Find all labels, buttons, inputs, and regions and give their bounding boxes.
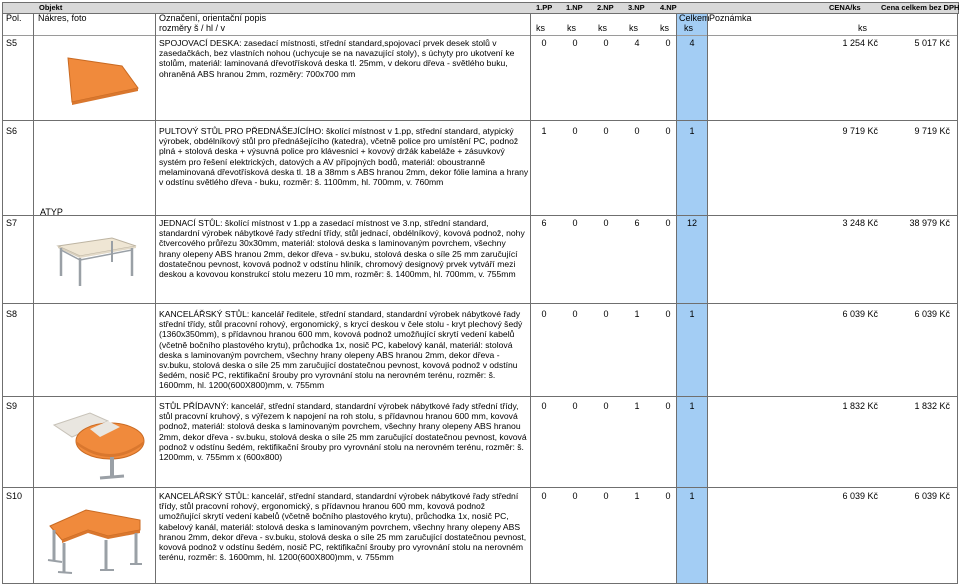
qty-4np: 0 xyxy=(665,309,671,319)
qty-2np: 0 xyxy=(603,401,609,411)
qty-4np: 0 xyxy=(665,38,671,48)
qty-4np: 0 xyxy=(665,126,671,136)
total-price: 5 017 Kč xyxy=(914,38,950,48)
qty-1pp: 0 xyxy=(541,38,547,48)
header-row xyxy=(2,2,959,14)
item-description: KANCELÁŘSKÝ STŮL: kancelář ředitele, střední standard, standardní výrobek nábytkové řady střední třídy, stůl pracovní rohový, ergonomický, s krycí deskou v čele stolu - kryt plechový šedý (1360x350mm), s přídavnou hranou 600 mm, kovová podnož umožňující skrytí vedení kabelů (včetně bočního plastového krytu), průchodka 1x, nosič PC, kabelový kanál, materiál: stolová deska s laminovaným povrchem, všechny hrany olepeny ABS hranou 2mm, dekor dřeva - sv.buku, stolová deska o síle 25 mm zaručující dostatečnou pevnost, kovová podnož v odstínu šedém, nosič PC, rektifikační šrouby pro vyrovnání stolu na nerovném terénu, rozměr: š. 1600mm, hl. 1200(600X800)mm, v. 755mm xyxy=(159,309,523,391)
row-divider xyxy=(2,303,957,304)
subheader-poznamka: Poznámka xyxy=(709,13,752,23)
qty-1np: 0 xyxy=(572,38,578,48)
qty-1pp: 6 xyxy=(541,218,547,228)
qty-3np: 1 xyxy=(634,491,640,501)
qty-4np: 0 xyxy=(665,218,671,228)
subheader-unit-6: ks xyxy=(684,23,693,33)
item-description: SPOJOVACÍ DESKA: zasedací místnosti, střední standard,spojovací prvek desek stolů v zasedačkách, bez vlastních nohou (uchycuje se na navazující stoly), s úchyty pro ukotvení ke stolům, materiál: laminovaná dřevotřísková deska tl. 25mm, v dekoru dřeva - světlého buku, ohraněná ABS hranou 2mm, rozměry: 700x700 mm xyxy=(159,38,515,79)
corner-office-desk-image xyxy=(42,500,147,578)
total-price: 38 979 Kč xyxy=(909,218,950,228)
qty-2np: 0 xyxy=(603,38,609,48)
qty-1np: 0 xyxy=(572,126,578,136)
unit-price: 1 254 Kč xyxy=(842,38,878,48)
qty-2np: 0 xyxy=(603,126,609,136)
qty-1np: 0 xyxy=(572,491,578,501)
item-description: STŮL PŘÍDAVNÝ: kancelář, střední standard, standardní výrobek nábytkové řady střední třídy, stůl pracovní kruhový, s výřezem k napojení na roh stolu, s přídavnou hranou 600 mm, kovová podnož, materiál: stolová deska s laminovaným povrchem, všechny hrany olepeny ABS hranou 2mm, dekor dřeva - sv.buku, stolová deska o síle 25 mm zaručující dostatečnou pevnost, kovová podnož v odstínu šedém, rektifikační šrouby pro vyrovnání stolu na nerovném terénu, rozměr: š. 1200mm, v. 755mm x (600x800) xyxy=(159,401,527,463)
qty-total: 12 xyxy=(686,218,697,228)
item-description: JEDNACÍ STŮL: školící místnost v 1.pp a zasedací místnost ve 3.np, střední standard, standardní výrobek nábytkové řady střední třídy, stůl jednací, obdélníkový, kovová podnož, nohy čtvercového průřezu 30x30mm, materiál: stolová deska s laminovaným povrchem, všechny hrany olepeny ABS hranou 2mm, dekor dřeva - sv.buku, stolová deska o síle 25 mm zaručující dostatečnou pevnost, kovová podnož v odstínu hliník, chromový designový prvek vytváří mezi deskou a kovovou konstrukcí stolu mezeru 10 mm, rozměr: š. 1400mm, hl. 700mm, v. 755mm xyxy=(159,218,525,280)
meeting-table-image xyxy=(52,232,140,290)
subheader-pol: Pol. xyxy=(6,13,22,23)
qty-total: 1 xyxy=(689,491,695,501)
subheader-oznaceni: Označení, orientační popis xyxy=(159,13,267,23)
atyp-label: ATYP xyxy=(40,207,63,217)
item-code: S9 xyxy=(6,401,18,411)
unit-price: 3 248 Kč xyxy=(842,218,878,228)
grid-line xyxy=(2,13,3,584)
item-code: S8 xyxy=(6,309,18,319)
header-cena-celkem: Cena celkem bez DPH xyxy=(881,3,959,12)
grid-line xyxy=(33,13,34,584)
round-add-table-image xyxy=(50,407,148,482)
total-price: 9 719 Kč xyxy=(914,126,950,136)
unit-price: 6 039 Kč xyxy=(842,309,878,319)
header-objekt: Objekt xyxy=(39,3,63,12)
subheader-divider xyxy=(2,35,957,36)
header-floor-2np: 2.NP xyxy=(597,3,614,12)
qty-1pp: 1 xyxy=(541,126,547,136)
qty-4np: 0 xyxy=(665,491,671,501)
subheader-rozmery: rozměry š / hl / v xyxy=(159,23,226,33)
unit-price: 9 719 Kč xyxy=(842,126,878,136)
grid-line xyxy=(707,13,708,584)
item-code: S6 xyxy=(6,126,18,136)
item-description: PULTOVÝ STŮL PRO PŘEDNÁŠEJÍCÍHO: školící místnost v 1.pp, střední standard, atypický výrobek, obdélníkový stůl pro přednášejícího (katedra), včetně police pro umístění PC, podnož plná + stolová deska + výsuvná police pro klávesnici + kovový držák kabeláže + zásuvkový systém pro řešení elektrických, datových a AV přípojných bodů, materiál: oboustranně melaminovaná dřevotřísková deska tl. 18 a 38mm s ABS hranou 2mm, dekor fólie lamina a hrany v odstínu světlého dřeva - buku, rozměr: š. 1100mm, hl. 700mm, v. 760mm xyxy=(159,126,529,188)
qty-total: 1 xyxy=(689,126,695,136)
item-description: KANCELÁŘSKÝ STŮL: kancelář, střední standard, standardní výrobek nábytkové řady střední třídy, stůl pracovní rohový, ergonomický, s přídavnou hranou 600 mm, kovová podnož umožňující skrytí vedení kabelů (včetně bočního plastového krytu), průchodka 1x, nosič PC, kabelový kanál, materiál: stolová deska s laminovaným povrchem, všechny hrany olepeny ABS hranou 2mm, dekor dřeva - sv.buku, stolová deska o síle 25 mm zaručující dostatečnou pevnost, kovová podnož v odstínu šedém, nosič PC, rektifikační šrouby pro vyrovnání stolu na nerovném terénu, rozměr: š. 1600mm, hl. 1200(600X800)mm, v. 755mm xyxy=(159,491,527,563)
header-floor-4np: 4.NP xyxy=(660,3,677,12)
subheader-unit-4: ks xyxy=(629,23,638,33)
grid-line xyxy=(530,13,531,584)
qty-3np: 6 xyxy=(634,218,640,228)
total-price: 1 832 Kč xyxy=(914,401,950,411)
qty-total: 1 xyxy=(689,401,695,411)
subheader-unit-1: ks xyxy=(536,23,545,33)
subheader-unit-3: ks xyxy=(598,23,607,33)
subheader-unit-2: ks xyxy=(567,23,576,33)
subheader-unit-5: ks xyxy=(660,23,669,33)
item-code: S5 xyxy=(6,38,18,48)
subheader-unit-7: ks xyxy=(858,23,867,33)
header-floor-1np: 1.NP xyxy=(566,3,583,12)
header-floor-1pp: 1.PP xyxy=(536,3,553,12)
header-cena-ks: CENA/ks xyxy=(829,3,861,12)
qty-3np: 1 xyxy=(634,401,640,411)
qty-1pp: 0 xyxy=(541,401,547,411)
unit-price: 1 832 Kč xyxy=(842,401,878,411)
qty-total: 1 xyxy=(689,309,695,319)
qty-2np: 0 xyxy=(603,218,609,228)
header-floor-3np: 3.NP xyxy=(628,3,645,12)
grid-line xyxy=(957,13,958,584)
qty-3np: 0 xyxy=(634,126,640,136)
row-divider xyxy=(2,487,957,488)
total-price: 6 039 Kč xyxy=(914,491,950,501)
row-divider xyxy=(2,215,957,216)
total-price: 6 039 Kč xyxy=(914,309,950,319)
qty-4np: 0 xyxy=(665,401,671,411)
grid-line xyxy=(155,13,156,584)
subheader-nakres: Nákres, foto xyxy=(38,13,87,23)
unit-price: 6 039 Kč xyxy=(842,491,878,501)
item-code: S7 xyxy=(6,218,18,228)
qty-1np: 0 xyxy=(572,218,578,228)
qty-1np: 0 xyxy=(572,309,578,319)
row-divider xyxy=(2,396,957,397)
qty-2np: 0 xyxy=(603,491,609,501)
qty-2np: 0 xyxy=(603,309,609,319)
qty-3np: 1 xyxy=(634,309,640,319)
corner-desk-panel-image xyxy=(50,48,145,108)
row-divider xyxy=(2,120,957,121)
subheader-celkem: Celkem xyxy=(679,13,710,23)
qty-total: 4 xyxy=(689,38,695,48)
item-code: S10 xyxy=(6,491,23,501)
row-divider xyxy=(2,583,957,584)
qty-3np: 4 xyxy=(634,38,640,48)
qty-1pp: 0 xyxy=(541,491,547,501)
qty-1np: 0 xyxy=(572,401,578,411)
qty-1pp: 0 xyxy=(541,309,547,319)
